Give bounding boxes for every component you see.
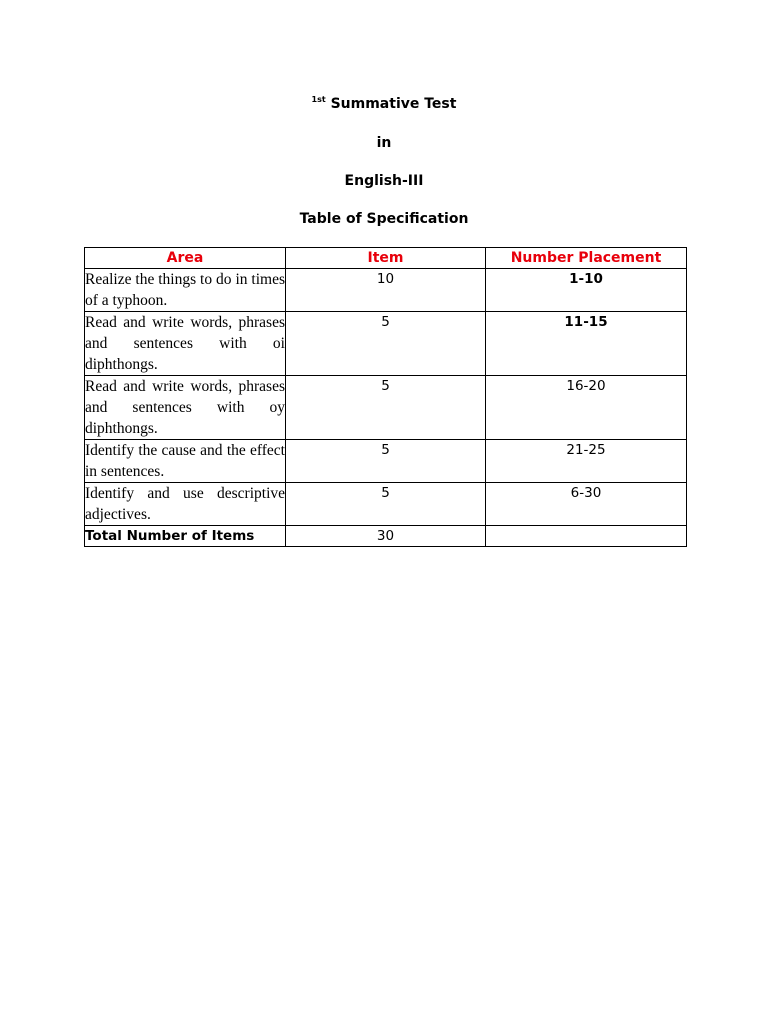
table-title: Table of Specification (299, 211, 469, 227)
table-row (85, 483, 687, 526)
total-placement-cell (486, 526, 687, 547)
item-cell: 5 (286, 440, 486, 483)
item-cell: 5 (286, 312, 486, 376)
table-row (85, 376, 687, 440)
area-cell: Read and write words, phrases and sentences with oy diphthongs. (85, 376, 286, 440)
item-cell: 10 (286, 269, 486, 312)
item-cell: 5 (286, 483, 486, 526)
total-item-cell: 30 (286, 526, 486, 547)
item-cell: 5 (286, 376, 486, 440)
document-title (0, 95, 768, 113)
header-item: Item (286, 248, 486, 269)
area-cell: Read and write words, phrases and sentences with oi diphthongs. (85, 312, 286, 376)
title-line-in: in (376, 135, 392, 151)
placement-cell: 6-30 (486, 483, 687, 526)
subject-title: English-III (344, 173, 424, 189)
header-number-placement: Number Placement (486, 248, 687, 269)
placement-cell: 11-15 (486, 312, 687, 376)
placement-cell: 1-10 (486, 269, 687, 312)
table-row (85, 440, 687, 483)
table-row (85, 312, 687, 376)
area-cell: Identify the cause and the effect in sentences. (85, 440, 286, 483)
header-area: Area (85, 248, 286, 269)
area-cell: Realize the things to do in times of a typhoon. (85, 269, 286, 312)
placement-cell: 21-25 (486, 440, 687, 483)
specification-table (84, 247, 687, 547)
title-superscript: 1st (311, 95, 326, 104)
placement-cell: 16-20 (486, 376, 687, 440)
table-row (85, 269, 687, 312)
area-cell: Identify and use descriptive adjectives. (85, 483, 286, 526)
title-text: Summative Test (330, 96, 457, 112)
total-label-cell: Total Number of Items (85, 526, 286, 547)
table-header-row (85, 248, 687, 269)
table-total-row (85, 526, 687, 547)
